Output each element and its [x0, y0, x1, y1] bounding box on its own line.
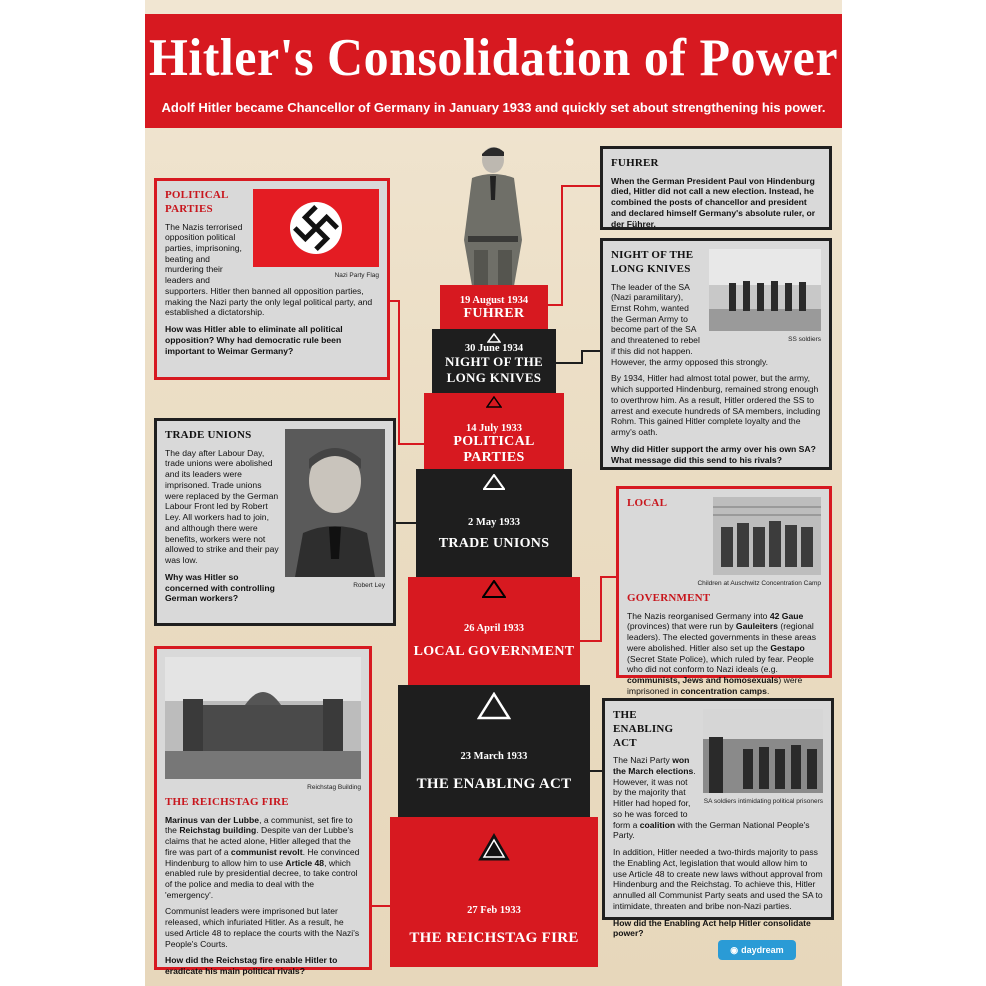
triangle-icon: [482, 580, 506, 598]
panel-title: THE ENABLING ACT: [613, 709, 674, 749]
panel-question: Why did Hitler support the army over his own SA? What message did this send to his rivals?: [611, 443, 816, 465]
panel-question: How did the Enabling Act help Hitler consolidate power?: [613, 917, 811, 939]
step-name: LOCAL GOVERNMENT: [413, 644, 575, 659]
text-span: Reichstag building: [179, 825, 257, 836]
connector-line: [580, 640, 602, 642]
panel-text: Communist leaders were imprisoned but later released, which infuriated Hitler. As a result, he used Article 48 to replace the courts with the Nazi's People's Courts.: [165, 906, 360, 949]
robert-ley-figure: [285, 429, 385, 590]
auschwitz-children-figure: [697, 497, 821, 588]
connector-line: [548, 304, 562, 306]
step-date: 26 April 1933: [463, 623, 525, 634]
connector-line: [396, 522, 416, 524]
panel-title: POLITICAL PARTIES: [165, 189, 228, 215]
text-span: ) were imprisoned in: [627, 675, 803, 696]
text-span: , which enabled rule by presidential decree, to take control of the police and media to deal with the 'emergency'.: [165, 857, 358, 900]
step-name: POLITICAL PARTIES: [453, 434, 535, 465]
text-span: communist revolt: [230, 846, 303, 857]
text-span: won the March elections: [613, 755, 694, 776]
panel-enabling-act: [602, 698, 834, 939]
panel-text: The day after Labour Day, trade unions were abolished and its leaders were imprisoned. Trade unions were replaced by the German Labour Front led by Robert Ley. All workers had to join, and although there were benefits, workers were not allowed to strike and their pay was low.: [165, 447, 279, 566]
text-span: (regional leaders). The elected governments in these areas were abolished. Hitler also set up the: [627, 621, 817, 653]
triangle-icon: [477, 692, 511, 720]
image-caption: Children at Auschwitz Concentration Camp: [697, 579, 821, 587]
step-name: NIGHT OF THE LONG KNIVES: [445, 354, 543, 385]
connector-line: [581, 350, 601, 352]
text-span: coalition: [639, 819, 676, 830]
step-date: 27 Feb 1933: [467, 905, 521, 916]
connector-line: [600, 576, 616, 578]
triangle-icon: [477, 832, 511, 862]
title-banner: [145, 14, 842, 128]
daydream-logo: [718, 940, 796, 960]
panel-title: FUHRER: [611, 157, 659, 169]
image-caption: Nazi Party Flag: [334, 271, 379, 279]
panel-question: Why was Hitler so concerned with controlling German workers?: [165, 571, 275, 604]
nazi-flag-figure: [253, 189, 379, 280]
text-span: . However, it was not by the majority that Hitler had hoped for, so he was forced to form a: [613, 765, 696, 830]
panel-question: How did the Reichstag fire enable Hitler to eradicate his main political rivals?: [165, 955, 338, 977]
panel-text: In addition, Hitler needed a two-thirds majority to pass the Enabling Act, legislation that would allow him to use Article 48 to create new laws without approval from Hindenburg and the Reichstag. To achieve this, Hitler annulled all Communist Party seats and used the SA to intimidate, threaten and bribe non-Nazi parties.: [613, 847, 823, 911]
panel-title: NIGHT OF THE LONG KNIVES: [611, 249, 694, 275]
connector-line: [398, 443, 424, 445]
text-span: .: [766, 685, 770, 696]
page-subtitle: Adolf Hitler became Chancellor of Germany in January 1933 and quickly set about strengthening his power.: [161, 100, 826, 115]
text-span: concentration camps: [680, 685, 767, 696]
text-span: Marinus van der Lubbe: [165, 814, 260, 825]
text-span: . He convinced Hindenburg to allow him to use: [165, 846, 360, 868]
text-span: (provinces) that were run by: [627, 621, 736, 632]
page-title: Hitler's Consolidation of Power: [148, 27, 839, 87]
image-caption: Robert Ley: [353, 581, 385, 589]
text-span: Gauleiters: [735, 621, 778, 632]
text-span: (Secret State Police), which ruled by fear. People who did not conform to Nazi ideals (e.g.: [627, 653, 814, 675]
step-date: 2 May 1933: [468, 517, 520, 528]
reichstag-building-image: [165, 657, 361, 779]
panel-title: THE REICHSTAG FIRE: [165, 795, 289, 808]
panel-text: [627, 611, 821, 697]
auschwitz-children-image: [713, 497, 821, 575]
text-span: 42 Gaue: [769, 610, 804, 621]
step-date: 14 July 1933: [465, 423, 522, 434]
panel-text: The Nazis terrorised opposition political parties, imprisoning, beating and murdering their leaders and supporters. Hitler then banned all opposition parties, making the Nazi party the only legal political party, and established a dictatorship.: [165, 221, 373, 318]
image-caption: SS soldiers: [788, 335, 821, 343]
connector-line: [600, 576, 602, 642]
connector-line: [561, 185, 601, 187]
connector-line: [556, 362, 582, 364]
step-date: 19 August 1934: [459, 295, 529, 306]
logo-mark-icon: ◉: [730, 944, 739, 955]
logo-text: daydream: [741, 945, 784, 955]
reichstag-figure: [165, 657, 361, 792]
panel-question: How was Hitler able to eliminate all political opposition? Why had democratic rule been important to Weimar Germany?: [165, 324, 343, 356]
text-span: Gestapo: [770, 642, 805, 653]
panel-text: The leader of the SA (Nazi paramilitary), Ernst Rohm, wanted the German Army to become part of the SA and threatened to rebel if this did not happen. However, the army opposed this strongly.: [611, 281, 768, 367]
panel-text: By 1934, Hitler had almost total power, but the army, which supported Hindenburg, remained strong enough to overthrow him. As a result, Hitler ordered the SS to arrest and execute hundreds of SA members, including Rohm. This gained Hitler complete loyalty and the army's oath.: [611, 373, 821, 438]
step-fuhrer: [440, 285, 548, 329]
panel-text: [165, 815, 361, 901]
triangle-icon: [483, 474, 505, 490]
image-caption: SA soldiers intimidating political prisoners: [703, 797, 823, 805]
step-date: 30 June 1934: [464, 343, 524, 354]
robert-ley-portrait-image: [285, 429, 385, 577]
text-span: The Nazis reorganised Germany into: [627, 610, 770, 621]
step-date: 23 March 1933: [460, 751, 528, 762]
connector-line: [372, 905, 390, 907]
ss-soldiers-image: [709, 249, 821, 331]
connector-line: [581, 350, 583, 364]
panel-text: When the German President Paul von Hindenburg died, Hitler did not call a new election. Instead, he combined the posts of chancellor and president and declared himself Germany's absolute ruler, or der Führer.: [611, 175, 816, 229]
text-span: The Nazi Party: [613, 755, 673, 766]
text-span: communists, Jews and homosexuals: [627, 675, 779, 686]
step-name: THE ENABLING ACT: [416, 776, 572, 792]
image-caption: Reichstag Building: [307, 783, 361, 791]
hitler-figure-image: [452, 140, 534, 286]
panel-trade-unions: [154, 418, 396, 626]
ss-soldiers-figure: [709, 249, 821, 344]
panel-reichstag-fire: [154, 646, 372, 977]
step-name: FUHRER: [463, 306, 525, 321]
panel-local-government: [616, 486, 832, 696]
connector-line: [398, 300, 400, 445]
triangle-icon: [486, 396, 502, 408]
connector-line: [590, 770, 602, 772]
connector-line: [561, 185, 563, 306]
text-span: with the German National People's Party.: [613, 819, 810, 841]
panel-political-parties: [154, 178, 390, 380]
triangle-icon: [487, 333, 501, 343]
text-span: , a communist, set fire to the: [165, 814, 353, 836]
panel-night-of-long-knives: [600, 238, 832, 470]
sa-soldiers-image: [703, 709, 823, 793]
panel-fuhrer: [600, 146, 832, 230]
text-span: Article 48: [285, 857, 325, 868]
nazi-party-flag-image: [253, 189, 379, 267]
panel-title: TRADE UNIONS: [165, 429, 252, 441]
step-name: THE REICHSTAG FIRE: [409, 930, 579, 946]
panel-title: LOCAL GOVERNMENT: [627, 497, 711, 604]
sa-soldiers-figure: [703, 709, 823, 806]
text-span: . Despite van der Lubbe's claims that he acted alone, Hitler alleged that the fire was part of a: [165, 825, 354, 857]
step-name: TRADE UNIONS: [438, 536, 550, 551]
